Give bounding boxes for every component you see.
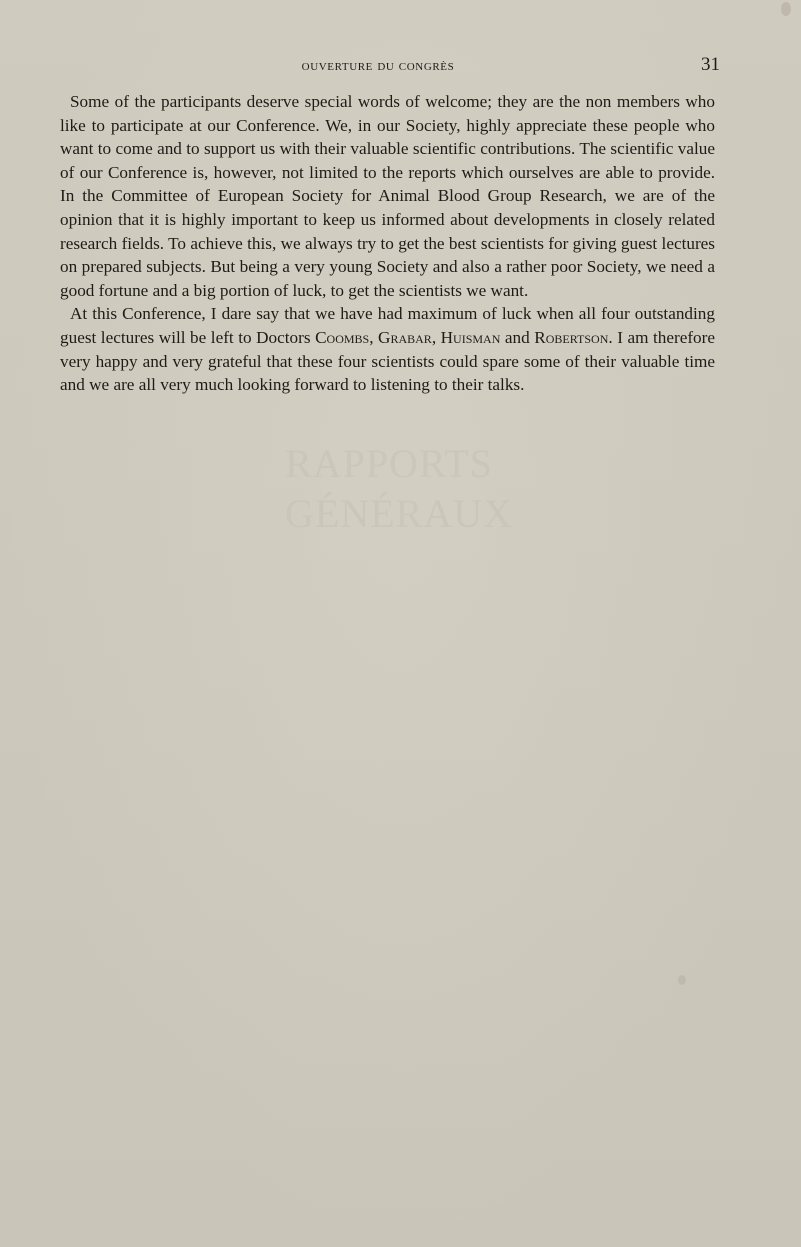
name-robertson: Robertson [534, 327, 609, 347]
page-number: 31 [701, 54, 720, 75]
separator: , [369, 327, 379, 347]
bleed-through-text: RAPPORTS [285, 441, 493, 486]
separator: and [500, 327, 535, 347]
body-text [60, 90, 715, 397]
running-head [60, 54, 720, 80]
separator: , [431, 327, 441, 347]
paragraph-guest-lectures [60, 302, 715, 396]
name-huisman: Huisman [440, 327, 501, 347]
running-title: ouverture du congrès [301, 58, 455, 74]
name-grabar: Grabar [378, 327, 432, 347]
paragraph-text-before: At this Conference, I dare say that we have had maximum of luck when all four outstanding guest lectures will be left to Doctors [60, 304, 715, 347]
name-coombs: Coombs [315, 327, 370, 347]
paper-blemish [781, 2, 791, 16]
paragraph-welcome: Some of the participants deserve special words of welcome; they are the non members who like to participate at our Conference. We, in our Society, highly appreciate these people who want to come and to support us with their valuable scientific contributions. The scientific value of our Conference is, however, not limited to the reports which ourselves are able to provide. In the Committee of European Society for Animal Blood Group Research, we are of the opinion that it is highly important to keep us informed about developments in closely related research fields. To achieve this, we always try to get the best scientists for giving guest lectures on prepared subjects. But being a very young Society and also a rather poor Society, we need a good fortune and a big portion of luck, to get the scientists we want. [60, 92, 715, 300]
bleed-through-text: GÉNÉRAUX [285, 491, 513, 536]
paper-blemish [678, 975, 686, 985]
paragraph-text-after: . I am therefore very happy and very grateful that these four scientists could spare some of their valuable time and we are all very much looking forward to listening to their talks. [60, 327, 715, 395]
